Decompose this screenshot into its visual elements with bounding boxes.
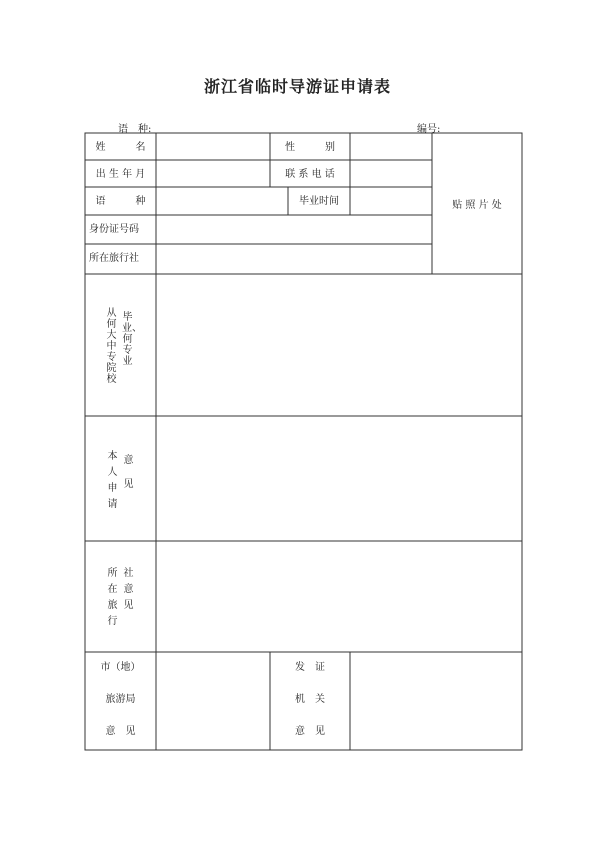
issuing-line3: 意 见 <box>295 726 325 737</box>
personal-label-col2: 意见 <box>123 455 134 490</box>
photo-placeholder-label: 贴 照 片 处 <box>452 200 502 211</box>
personal-label-col1: 本人申请 <box>107 451 118 510</box>
agency-label: 所在旅行社 <box>89 253 139 264</box>
issuing-line1: 发 证 <box>295 662 325 673</box>
gender-label: 性 别 <box>285 142 335 153</box>
language-label: 语 种 <box>95 196 146 207</box>
city-bureau-line3: 意 见 <box>105 726 136 737</box>
school-label-col1: 从何大中专院校 <box>106 308 117 385</box>
issuing-line2: 机 关 <box>295 694 325 705</box>
graduation-time-label: 毕业时间 <box>299 196 339 207</box>
agency-opinion-col1: 所在旅行 <box>107 568 118 627</box>
language-header-label: 语 种: <box>118 124 152 135</box>
form-title: 浙江省临时导游证申请表 <box>203 77 391 96</box>
birth-date-label: 出 生 年 月 <box>95 169 146 180</box>
city-bureau-line2: 旅游局 <box>105 694 136 705</box>
form-border <box>85 133 522 750</box>
agency-opinion-col2: 社意见 <box>123 568 134 611</box>
number-header-label: 编号: <box>417 124 441 135</box>
id-number-label: 身份证号码 <box>89 224 139 235</box>
name-label: 姓 名 <box>95 142 146 153</box>
school-label-col2: 毕业、何专业 <box>122 312 142 367</box>
city-bureau-line1: 市（地） <box>100 662 141 673</box>
phone-label: 联 系 电 话 <box>285 169 335 180</box>
